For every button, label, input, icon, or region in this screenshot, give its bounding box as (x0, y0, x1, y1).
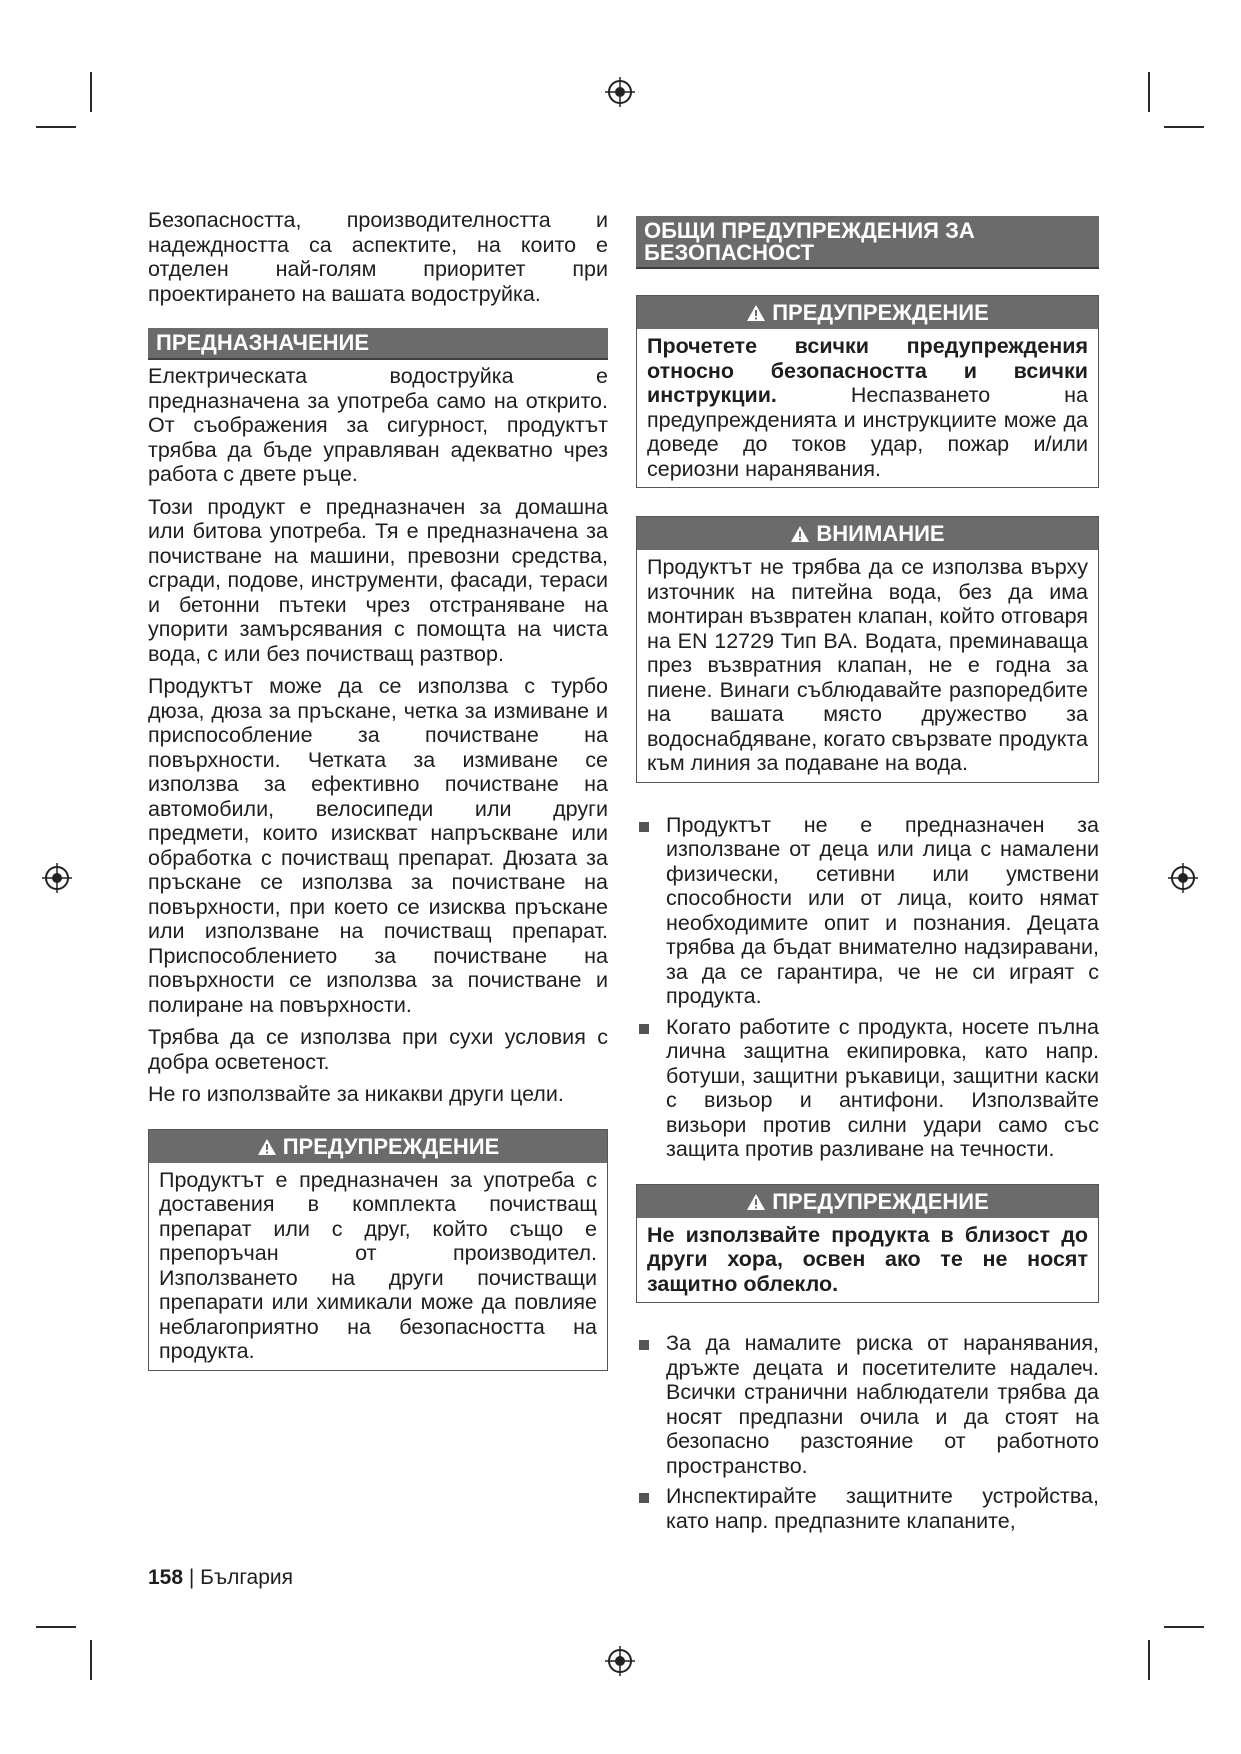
warning-bold-text: Прочетете всички предупреждения относно безопасността и всички инструкции. (647, 334, 1088, 407)
warning-body: Продуктът е предназначен за употреба с доставения в комплекта почистващ препарат или с друг, който също е препоръчан от производител. Използването на други почистващи препарати или химикали може да повлияе неблагоприятно на безопасността на продукта. (159, 1167, 597, 1363)
warning-triangle-icon (746, 304, 766, 322)
warning-triangle-icon (746, 1193, 766, 1211)
left-column (148, 208, 608, 1381)
crop-mark (1148, 1640, 1150, 1680)
warning-triangle-icon (257, 1138, 277, 1156)
warning-box (636, 295, 1099, 488)
warning-body-text: Неспазването на предупрежденията и инструкциите може да доведе до токов удар, пожар и/или сериозни наранявания. (647, 383, 1088, 481)
warning-title (637, 1185, 1098, 1218)
list-item: Когато работите с продукта, носете пълна лична защитна екипировка, като напр. ботуши, защитни ръкавици, защитни каски с визьор и антифони. Използвайте визьори против силни удари само със защита против разливане на течности. (636, 1015, 1099, 1162)
warning-title-text: ПРЕДУПРЕЖДЕНИЕ (282, 1133, 500, 1159)
warning-box (148, 1129, 608, 1371)
registration-mark-icon (605, 77, 635, 107)
purpose-paragraph: Не го използвайте за никакви други цели. (148, 1082, 564, 1106)
registration-mark-icon (42, 863, 72, 893)
registration-mark-icon (605, 1646, 635, 1676)
caution-title (637, 517, 1098, 550)
purpose-paragraph: Този продукт е предназначен за домашна или битова употреба. Тя е предназначена за почистване на машини, превозни средства, сгради, подове, инструменти, фасади, тераси и бетонни пътеки чрез отстраняване на упорити замърсявания с помощта на чиста вода, с или без почистващ разтвор. (148, 494, 608, 666)
warning-body (637, 1218, 1098, 1303)
list-item: Продуктът не е предназначен за използване от деца или лица с намалени физически, сетивни или умствени способности или от лица, които нямат необходимите опит и познания. Децата трябва да бъдат внимателно надзиравани, за да се гарантира, че не си играят с продукта. (636, 813, 1099, 1009)
general-safety-heading: ОБЩИ ПРЕДУПРЕЖДЕНИЯ ЗА БЕЗОПАСНОСТ (636, 216, 1099, 269)
purpose-heading: ПРЕДНАЗНАЧЕНИЕ (148, 328, 608, 360)
warning-title-text: ПРЕДУПРЕЖДЕНИЕ (772, 1188, 989, 1214)
crop-mark (90, 1640, 92, 1680)
crop-mark (1148, 72, 1150, 112)
purpose-paragraph: Електрическата водоструйка е предназначена за употреба само на открито. От съображения за сигурност, продуктът трябва да бъде управляван адекватно чрез работа с двете ръце. (148, 364, 608, 486)
page-footer (148, 1566, 293, 1590)
intro-paragraph: Безопасността, производителността и надеждността са аспектите, на които е отделен най-голям приоритет при проектирането на вашата водоструйка. (148, 208, 608, 306)
list-item: За да намалите риска от наранявания, дръжте децата и посетителите надалеч. Всички странични наблюдатели трябва да носят предпазни очила и да стоят на безопасно разстояние от работното пространство. (636, 1331, 1099, 1478)
safety-bullet-list (636, 813, 1099, 1162)
list-item: Инспектирайте защитните устройства, като напр. предпазните клапаните, (636, 1484, 1099, 1533)
crop-mark (1164, 1626, 1204, 1628)
footer-separator: | (183, 1566, 201, 1589)
warning-triangle-icon (790, 525, 810, 543)
footer-language: България (200, 1566, 293, 1589)
purpose-paragraph: Продуктът може да се използва с турбо дюза, дюза за пръскане, четка за измиване и приспособление за почистване на повърхности. Четката за измиване се използва за ефективно почистване на автомобили, велосипеди или други предмети, които изискват напръскване или обработка с почистващ препарат. Дюзата за пръскане се използва за почистване на повърхности, при което се изисква пръскане или използване на почистващ препарат. Приспособлението за почистване на повърхности се използва за почистване и полиране на повърхности. (148, 674, 608, 1017)
caution-title-text: ВНИМАНИЕ (816, 521, 945, 546)
crop-mark (90, 72, 92, 112)
warning-title (149, 1130, 607, 1163)
crop-mark (36, 126, 76, 128)
crop-mark (36, 1626, 76, 1628)
safety-bullet-list (636, 1331, 1099, 1533)
warning-bold-text: Не използвайте продукта в близост до други хора, освен ако те не носят защитно облекло. (647, 1222, 1088, 1296)
registration-mark-icon (1168, 863, 1198, 893)
purpose-paragraph: Трябва да се използва при сухи условия с добра осветеност. (148, 1025, 608, 1074)
crop-mark (1164, 126, 1204, 128)
caution-box (636, 516, 1099, 783)
caution-body: Продуктът не трябва да се използва върху източник на питейна вода, без да има монтиран възвратен клапан, който отговаря на EN 12729 Тип BA. Водата, преминаваща през възвратния клапан, не е годна за пиене. Винаги съблюдавайте разпоредбите на вашата място дружество за водоснабдяване, когато свързвате продукта към линия за подаване на вода. (647, 555, 1088, 775)
warning-body (637, 329, 1098, 487)
warning-title (637, 296, 1098, 329)
warning-box (636, 1184, 1099, 1304)
warning-title-text: ПРЕДУПРЕЖДЕНИЕ (772, 300, 989, 325)
page-number: 158 (148, 1566, 184, 1589)
right-column (636, 208, 1099, 1539)
